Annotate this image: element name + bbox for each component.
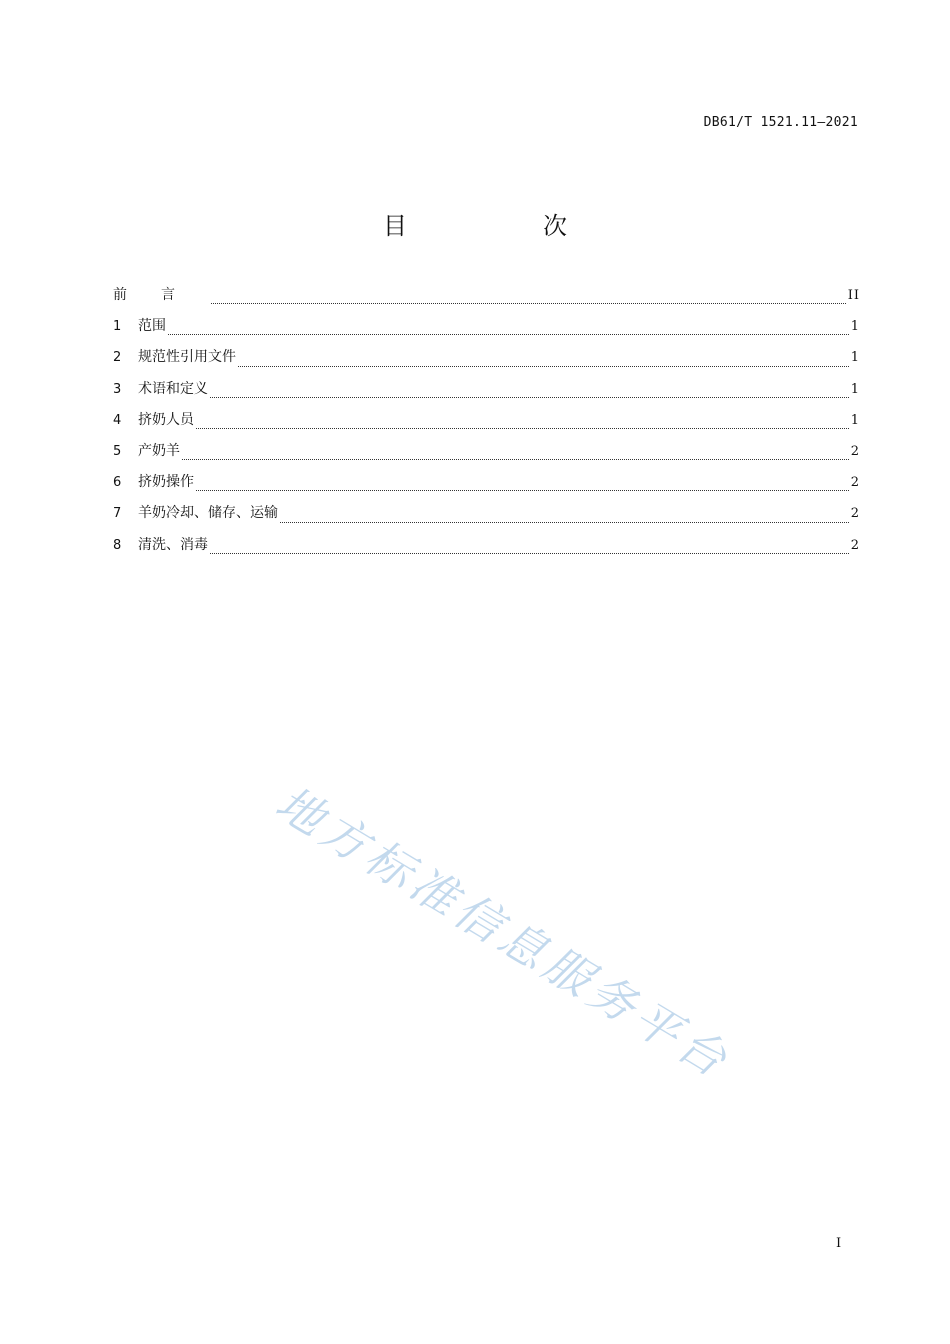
toc-entry-page: 2	[850, 475, 860, 491]
toc-entry-terms-definitions[interactable]	[113, 378, 860, 409]
toc-entry-number: 1	[113, 319, 122, 335]
toc-entry-number: 4	[113, 412, 122, 428]
toc-entry-label: 术语和定义	[138, 380, 208, 397]
toc-entry-label: 挤奶人员	[138, 411, 194, 428]
toc-entry-cooling-storage-transport[interactable]	[113, 502, 860, 533]
toc-leader-dots	[182, 458, 849, 460]
toc-entry-label: 挤奶操作	[138, 474, 194, 491]
toc-entry-label: 清洗、消毒	[138, 536, 208, 553]
toc-entry-label: 前言	[113, 287, 209, 303]
toc-entry-scope[interactable]	[113, 315, 860, 346]
toc-entry-page: II	[847, 288, 860, 303]
toc-leader-dots	[196, 427, 849, 429]
toc-leader-dots	[168, 333, 849, 335]
toc-entry-foreword[interactable]	[113, 284, 860, 315]
toc-entry-number: 2	[113, 350, 122, 366]
toc-leader-dots	[280, 521, 849, 523]
toc-leader-dots	[210, 396, 849, 398]
toc-entry-page: 1	[850, 350, 860, 366]
toc-entry-label: 范围	[138, 318, 166, 335]
toc-entry-page: 1	[850, 319, 860, 335]
toc-entry-page: 1	[850, 381, 860, 397]
toc-leader-dots	[211, 302, 846, 304]
toc-entry-number: 6	[113, 475, 122, 491]
toc-leader-dots	[238, 365, 849, 367]
toc-entry-label: 规范性引用文件	[138, 349, 236, 366]
toc-leader-dots	[210, 552, 849, 554]
toc-entry-page: 2	[850, 537, 860, 553]
table-of-contents	[113, 284, 860, 565]
toc-entry-normative-references[interactable]	[113, 346, 860, 377]
toc-entry-number: 5	[113, 443, 122, 459]
standard-code: DB61/T 1521.11—2021	[703, 115, 858, 130]
page-number: I	[836, 1236, 842, 1251]
toc-entry-milking-personnel[interactable]	[113, 409, 860, 440]
toc-entry-label: 羊奶冷却、储存、运输	[138, 505, 278, 522]
toc-leader-dots	[196, 489, 849, 491]
toc-entry-page: 2	[850, 506, 860, 522]
toc-entry-page: 1	[850, 412, 860, 428]
toc-entry-dairy-goats[interactable]	[113, 440, 860, 471]
toc-entry-number: 3	[113, 381, 122, 397]
toc-entry-milking-operation[interactable]	[113, 471, 860, 502]
toc-entry-cleaning-disinfection[interactable]	[113, 534, 860, 565]
toc-entry-number: 8	[113, 537, 122, 553]
toc-title: 目 次	[383, 212, 623, 240]
toc-entry-page: 2	[850, 443, 860, 459]
watermark: 地方标准信息服务平台	[266, 775, 741, 1090]
toc-entry-number: 7	[113, 506, 122, 522]
toc-entry-label: 产奶羊	[138, 442, 180, 459]
